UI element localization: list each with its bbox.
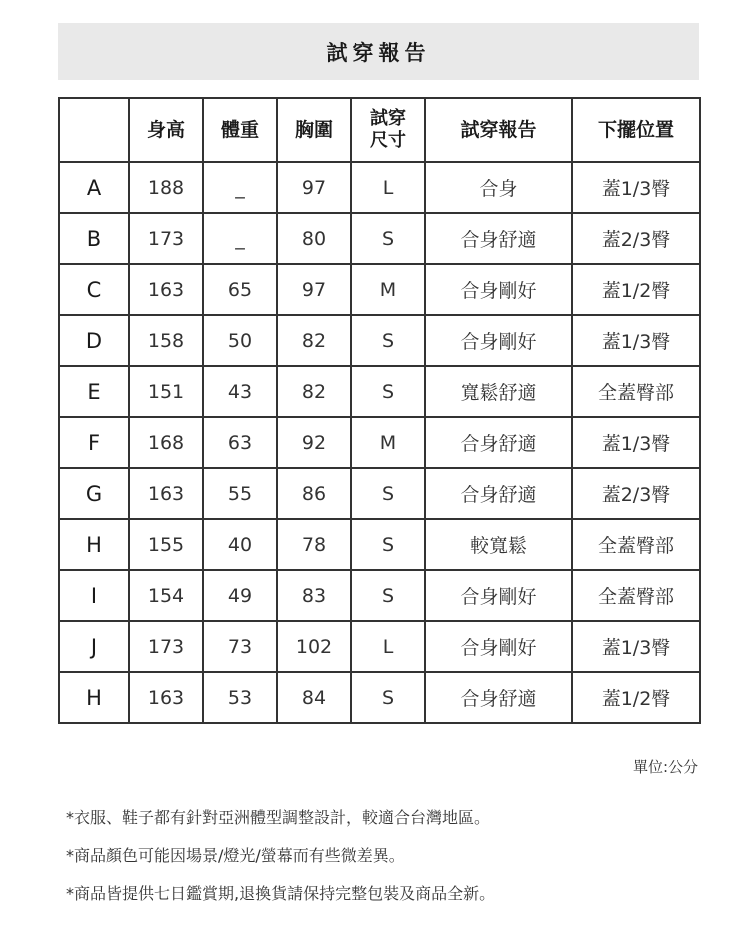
cell-weight: 63 xyxy=(203,417,277,468)
cell-size: S xyxy=(351,366,425,417)
cell-height: 163 xyxy=(129,672,203,723)
cell-size: S xyxy=(351,519,425,570)
cell-size: M xyxy=(351,417,425,468)
header-report: 試穿報告 xyxy=(425,98,572,162)
cell-size: S xyxy=(351,672,425,723)
cell-id: D xyxy=(59,315,129,366)
notes-list xyxy=(66,808,495,922)
cell-id: I xyxy=(59,570,129,621)
cell-weight: 50 xyxy=(203,315,277,366)
cell-id: H xyxy=(59,672,129,723)
page-title: 試穿報告 xyxy=(58,23,699,80)
cell-height: 173 xyxy=(129,621,203,672)
cell-chest: 97 xyxy=(277,162,351,213)
cell-report: 合身舒適 xyxy=(425,417,572,468)
cell-report: 合身舒適 xyxy=(425,672,572,723)
cell-chest: 82 xyxy=(277,315,351,366)
cell-id: B xyxy=(59,213,129,264)
cell-height: 188 xyxy=(129,162,203,213)
cell-id: C xyxy=(59,264,129,315)
cell-chest: 83 xyxy=(277,570,351,621)
cell-chest: 82 xyxy=(277,366,351,417)
cell-chest: 102 xyxy=(277,621,351,672)
table-row xyxy=(59,417,700,468)
table-row xyxy=(59,621,700,672)
cell-hem: 蓋1/3臀 xyxy=(572,315,700,366)
table-row xyxy=(59,264,700,315)
note-item: *商品皆提供七日鑑賞期,退換貨請保持完整包裝及商品全新。 xyxy=(66,884,496,903)
header-chest: 胸圍 xyxy=(277,98,351,162)
header-size xyxy=(351,98,425,162)
cell-chest: 92 xyxy=(277,417,351,468)
cell-height: 151 xyxy=(129,366,203,417)
cell-id: A xyxy=(59,162,129,213)
cell-report: 合身舒適 xyxy=(425,468,572,519)
cell-id: G xyxy=(59,468,129,519)
table-row xyxy=(59,468,700,519)
cell-size: M xyxy=(351,264,425,315)
cell-report: 寬鬆舒適 xyxy=(425,366,572,417)
cell-hem: 全蓋臀部 xyxy=(572,570,700,621)
cell-weight: 43 xyxy=(203,366,277,417)
cell-report: 合身剛好 xyxy=(425,315,572,366)
cell-weight: _ xyxy=(203,162,277,213)
cell-size: L xyxy=(351,162,425,213)
cell-chest: 80 xyxy=(277,213,351,264)
cell-id: F xyxy=(59,417,129,468)
header-hem: 下擺位置 xyxy=(572,98,700,162)
cell-weight: 40 xyxy=(203,519,277,570)
note-item: *衣服、鞋子都有針對亞洲體型調整設計，較適合台灣地區。 xyxy=(66,808,491,827)
cell-hem: 全蓋臀部 xyxy=(572,519,700,570)
cell-hem: 蓋1/2臀 xyxy=(572,264,700,315)
cell-weight: 73 xyxy=(203,621,277,672)
cell-hem: 全蓋臀部 xyxy=(572,366,700,417)
cell-hem: 蓋2/3臀 xyxy=(572,213,700,264)
cell-report: 合身剛好 xyxy=(425,621,572,672)
cell-weight: _ xyxy=(203,213,277,264)
cell-height: 154 xyxy=(129,570,203,621)
header-size-line1: 試穿 xyxy=(370,108,406,129)
cell-hem: 蓋1/3臀 xyxy=(572,621,700,672)
cell-height: 155 xyxy=(129,519,203,570)
cell-height: 158 xyxy=(129,315,203,366)
cell-weight: 65 xyxy=(203,264,277,315)
cell-id: E xyxy=(59,366,129,417)
cell-chest: 86 xyxy=(277,468,351,519)
table-row xyxy=(59,366,700,417)
cell-hem: 蓋1/3臀 xyxy=(572,162,700,213)
cell-height: 173 xyxy=(129,213,203,264)
table-header-row xyxy=(59,98,700,162)
header-id xyxy=(59,98,129,162)
cell-report: 合身剛好 xyxy=(425,264,572,315)
cell-report: 合身剛好 xyxy=(425,570,572,621)
cell-chest: 97 xyxy=(277,264,351,315)
table-row xyxy=(59,315,700,366)
cell-height: 163 xyxy=(129,264,203,315)
note-item: *商品顏色可能因場景/燈光/螢幕而有些微差異。 xyxy=(66,846,405,865)
header-height: 身高 xyxy=(129,98,203,162)
table-row xyxy=(59,213,700,264)
cell-report: 較寬鬆 xyxy=(425,519,572,570)
cell-hem: 蓋1/3臀 xyxy=(572,417,700,468)
cell-chest: 78 xyxy=(277,519,351,570)
table-row xyxy=(59,162,700,213)
cell-id: J xyxy=(59,621,129,672)
cell-height: 163 xyxy=(129,468,203,519)
cell-hem: 蓋1/2臀 xyxy=(572,672,700,723)
table-row xyxy=(59,519,700,570)
table-row xyxy=(59,672,700,723)
cell-weight: 55 xyxy=(203,468,277,519)
unit-note: 單位:公分 xyxy=(632,758,698,776)
cell-size: L xyxy=(351,621,425,672)
header-weight: 體重 xyxy=(203,98,277,162)
table-row xyxy=(59,570,700,621)
cell-chest: 84 xyxy=(277,672,351,723)
cell-size: S xyxy=(351,468,425,519)
cell-report: 合身舒適 xyxy=(425,213,572,264)
cell-height: 168 xyxy=(129,417,203,468)
cell-hem: 蓋2/3臀 xyxy=(572,468,700,519)
header-size-line2: 尺寸 xyxy=(370,130,406,151)
cell-report: 合身 xyxy=(425,162,572,213)
cell-weight: 49 xyxy=(203,570,277,621)
cell-weight: 53 xyxy=(203,672,277,723)
cell-id: H xyxy=(59,519,129,570)
cell-size: S xyxy=(351,213,425,264)
fit-report-table xyxy=(58,97,701,724)
cell-size: S xyxy=(351,315,425,366)
cell-size: S xyxy=(351,570,425,621)
